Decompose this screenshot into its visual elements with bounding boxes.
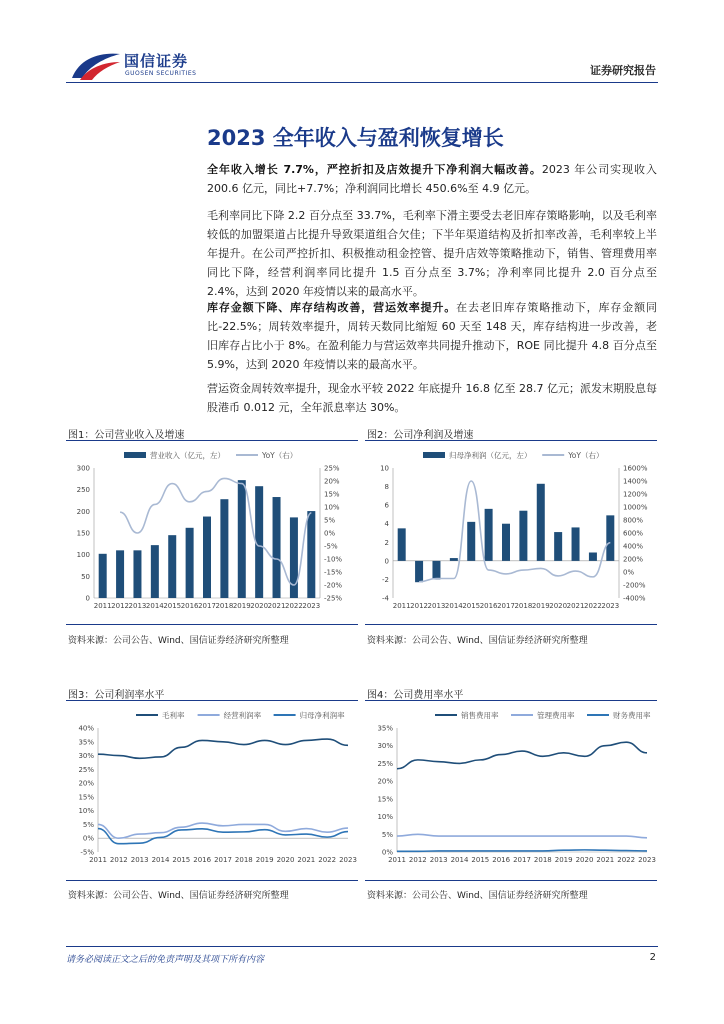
- x-tick-label: 2011: [93, 602, 112, 610]
- x-tick-label: 2023: [638, 856, 656, 864]
- bar: [290, 517, 298, 598]
- y-left-tick-label: 8: [384, 483, 389, 492]
- y-right-tick-label: 400%: [623, 542, 644, 551]
- y-tick-label: 0%: [82, 834, 94, 843]
- figure-1-rule: [66, 440, 358, 441]
- bar: [415, 561, 423, 582]
- series-line-1: [397, 742, 647, 769]
- paragraph-3: [207, 298, 657, 374]
- legend-label: YoY（右）: [568, 451, 604, 460]
- x-tick-label: 2015: [471, 856, 490, 864]
- figure-4-source: 资料来源：公司公告、Wind、国信证券经济研究所整理: [367, 891, 588, 901]
- series-line-1: [98, 739, 348, 758]
- y-right-tick-label: 1200%: [623, 490, 648, 499]
- bar: [307, 511, 315, 598]
- y-right-tick-label: -10%: [324, 555, 343, 564]
- y-tick-label: 35%: [78, 738, 94, 747]
- figure-1-source: 资料来源：公司公告、Wind、国信证券经济研究所整理: [68, 636, 289, 646]
- y-left-tick-label: 6: [384, 501, 389, 510]
- x-tick-label: 2020: [549, 602, 568, 610]
- y-tick-label: 10%: [377, 813, 393, 822]
- y-left-tick-label: 2: [384, 538, 389, 547]
- y-tick-label: 20%: [78, 779, 94, 788]
- bar: [220, 499, 228, 598]
- y-tick-label: -5%: [80, 848, 94, 857]
- y-tick-label: 35%: [377, 724, 393, 733]
- figure-3-bottom-rule: [66, 880, 358, 881]
- y-right-tick-label: 5%: [324, 516, 336, 525]
- y-right-tick-label: 1600%: [623, 464, 648, 473]
- bar: [133, 550, 141, 598]
- figure-4-rule: [365, 700, 657, 701]
- y-right-tick-label: 200%: [623, 555, 644, 564]
- paragraph-body: 毛利率同比下降 2.2 百分点至 33.7%，毛利率下滑主要受去老旧库存策略影响，以及毛利率较低的加盟渠道占比提升导致渠道组合欠佳；下半年渠道结构及折扣率改善，毛利率较上半年提升。在公司严控折扣、积极推动租金控管、提升店效等策略推动下，销售、管理费用率同比下降，经营利润率同比提升 1.5 百分点至 3.7%；净利率同比提升 2.0 百分点至 2.4%，达到 2020 年疫情以来的最高水平。: [207, 209, 657, 298]
- y-right-tick-label: -20%: [324, 581, 343, 590]
- legend-swatch-bar: [124, 452, 146, 458]
- figure-4-chart: [365, 706, 657, 878]
- section-title: 2023 全年收入与盈利恢复增长: [207, 126, 504, 150]
- figure-2-chart: [365, 446, 657, 618]
- footer-disclaimer: 请务必阅读正文之后的免责声明及其项下所有内容: [66, 955, 265, 965]
- bar: [99, 554, 107, 598]
- bar: [186, 528, 194, 598]
- y-tick-label: 30%: [78, 752, 94, 761]
- x-tick-label: 2012: [111, 602, 129, 610]
- x-tick-label: 2019: [232, 602, 251, 610]
- bar: [606, 515, 614, 561]
- bar: [450, 558, 458, 561]
- figure-2-rule: [365, 440, 657, 441]
- legend-label: 财务费用率: [613, 711, 651, 720]
- page-number: 2: [649, 952, 656, 963]
- x-tick-label: 2022: [318, 856, 337, 864]
- x-tick-label: 2012: [109, 856, 128, 864]
- y-left-tick-label: 0: [85, 594, 90, 603]
- legend-label: 归母净利润（亿元，左）: [449, 451, 532, 460]
- y-tick-label: 5%: [82, 820, 94, 829]
- company-logo: [70, 48, 220, 82]
- bar: [398, 528, 406, 561]
- figure-2-title: 图2：公司净利润及增速: [367, 430, 474, 441]
- y-right-tick-label: 15%: [324, 490, 340, 499]
- bar: [537, 484, 545, 561]
- y-left-tick-label: 0: [384, 557, 389, 566]
- bar: [467, 522, 475, 561]
- x-tick-label: 2017: [214, 856, 232, 864]
- x-tick-label: 2015: [163, 602, 182, 610]
- header-divider: [66, 82, 658, 83]
- x-tick-label: 2014: [145, 602, 164, 610]
- figure-1-chart: [66, 446, 358, 618]
- y-right-tick-label: -200%: [623, 581, 646, 590]
- x-tick-label: 2016: [492, 856, 511, 864]
- footer-divider: [66, 946, 658, 947]
- figure-4-bottom-rule: [365, 880, 657, 881]
- x-tick-label: 2022: [617, 856, 636, 864]
- y-tick-label: 10%: [78, 807, 94, 816]
- paragraph-body: 在去老旧库存策略推动下，库存金额同比-22.5%；周转效率提升，周转天数同比缩短 60 天至 148 天，库存结构进一步改善，老旧库存占比小于 8%。在盈利能力与营运效率共同提升推动下，ROE 同比提升 4.8 百分点至 5.9%，达到 2020 年疫情以来的最高水平。: [207, 301, 658, 371]
- y-right-tick-label: -15%: [324, 568, 343, 577]
- legend-label: 销售费用率: [461, 711, 499, 720]
- y-right-tick-label: 0%: [623, 568, 635, 577]
- bar: [116, 550, 124, 598]
- logo-text-cn: 国信证券: [124, 52, 189, 70]
- series-line-3: [397, 850, 647, 851]
- y-tick-label: 5%: [381, 830, 393, 839]
- legend-label: 营业收入（亿元，左）: [150, 451, 225, 460]
- y-left-tick-label: -2: [382, 575, 389, 584]
- x-tick-label: 2011: [392, 602, 411, 610]
- x-tick-label: 2018: [234, 856, 253, 864]
- x-tick-label: 2016: [479, 602, 498, 610]
- bar: [168, 535, 176, 598]
- x-tick-label: 2019: [554, 856, 573, 864]
- x-tick-label: 2014: [444, 602, 463, 610]
- y-tick-label: 0%: [381, 848, 393, 857]
- bar: [238, 480, 246, 598]
- y-left-tick-label: 250: [76, 486, 90, 495]
- figure-3-chart: [66, 706, 358, 878]
- x-tick-label: 2018: [514, 602, 533, 610]
- bar: [572, 527, 580, 560]
- yoy-line: [419, 481, 610, 582]
- x-tick-label: 2015: [462, 602, 481, 610]
- y-right-tick-label: 800%: [623, 516, 644, 525]
- legend-swatch-bar: [423, 452, 445, 458]
- y-tick-label: 25%: [377, 759, 393, 768]
- y-right-tick-label: 1000%: [623, 503, 648, 512]
- x-tick-label: 2021: [297, 856, 316, 864]
- x-tick-label: 2020: [250, 602, 269, 610]
- x-tick-label: 2013: [427, 602, 446, 610]
- paragraph-lead: 库存金额下降、库存结构改善，营运效率提升。: [207, 301, 457, 314]
- y-left-tick-label: -4: [382, 594, 389, 603]
- y-right-tick-label: -5%: [324, 542, 338, 551]
- x-tick-label: 2013: [130, 856, 149, 864]
- x-tick-label: 2019: [255, 856, 274, 864]
- x-tick-label: 2016: [180, 602, 199, 610]
- paragraph-4: [207, 379, 657, 417]
- x-tick-label: 2013: [128, 602, 147, 610]
- series-line-2: [397, 834, 647, 838]
- y-left-tick-label: 200: [76, 507, 90, 516]
- y-left-tick-label: 10: [380, 464, 389, 473]
- y-left-tick-label: 50: [81, 572, 90, 581]
- x-tick-label: 2016: [193, 856, 212, 864]
- x-tick-label: 2012: [410, 602, 428, 610]
- bar: [554, 532, 562, 561]
- legend-label: 管理费用率: [537, 711, 575, 720]
- paragraph-lead: 全年收入增长 7.7%，严控折扣及店效提升下净利润大幅改善。: [207, 163, 542, 176]
- x-tick-label: 2019: [531, 602, 550, 610]
- figure-3-title: 图3：公司利润率水平: [68, 690, 165, 701]
- y-left-tick-label: 300: [76, 464, 90, 473]
- x-tick-label: 2020: [575, 856, 594, 864]
- bar: [502, 524, 510, 561]
- y-tick-label: 20%: [377, 777, 393, 786]
- figure-3-source: 资料来源：公司公告、Wind、国信证券经济研究所整理: [68, 891, 289, 901]
- figure-1-title: 图1：公司营业收入及增速: [68, 430, 185, 441]
- y-tick-label: 15%: [78, 793, 94, 802]
- y-right-tick-label: 0%: [324, 529, 336, 538]
- legend-label: 毛利率: [162, 711, 185, 720]
- x-tick-label: 2017: [497, 602, 515, 610]
- x-tick-label: 2021: [267, 602, 286, 610]
- figure-3-rule: [66, 700, 358, 701]
- figure-2-bottom-rule: [365, 624, 657, 625]
- y-tick-label: 40%: [78, 724, 94, 733]
- paragraph-body: 2023 年公司实现收入 200.6 亿元，同比+7.7%；净利润同比增长 450.6%至 4.9 亿元。: [207, 163, 657, 195]
- y-right-tick-label: 600%: [623, 529, 644, 538]
- y-left-tick-label: 150: [76, 529, 90, 538]
- bar: [519, 511, 527, 561]
- x-tick-label: 2011: [89, 856, 107, 864]
- series-line-3: [98, 829, 348, 844]
- figure-2-source: 资料来源：公司公告、Wind、国信证券经济研究所整理: [367, 636, 588, 646]
- x-tick-label: 2021: [566, 602, 585, 610]
- y-tick-label: 30%: [377, 742, 393, 751]
- y-tick-label: 25%: [78, 765, 94, 774]
- paragraph-1: [207, 160, 657, 198]
- series-line-2: [98, 823, 348, 838]
- bar: [273, 497, 281, 598]
- bar: [203, 517, 211, 598]
- y-tick-label: 15%: [377, 795, 393, 804]
- logo-text-en: GUOSEN SECURITIES: [125, 70, 197, 77]
- x-tick-label: 2020: [276, 856, 295, 864]
- x-tick-label: 2023: [601, 602, 620, 610]
- x-tick-label: 2013: [429, 856, 448, 864]
- x-tick-label: 2011: [388, 856, 406, 864]
- paragraph-body: 营运资金周转效率提升，现金水平较 2022 年底提升 16.8 亿至 28.7 亿元；派发末期股息每股港币 0.012 元，全年派息率达 30%。: [207, 382, 657, 414]
- y-right-tick-label: 25%: [324, 464, 340, 473]
- x-tick-label: 2015: [172, 856, 191, 864]
- y-right-tick-label: -400%: [623, 594, 646, 603]
- y-right-tick-label: 20%: [324, 477, 340, 486]
- legend-label: YoY（右）: [262, 451, 298, 460]
- y-right-tick-label: -25%: [324, 594, 343, 603]
- y-right-tick-label: 1400%: [623, 477, 648, 486]
- y-left-tick-label: 100: [76, 551, 90, 560]
- x-tick-label: 2022: [584, 602, 602, 610]
- legend-label: 归母净利润率: [299, 711, 345, 720]
- y-right-tick-label: 10%: [324, 503, 340, 512]
- x-tick-label: 2017: [513, 856, 531, 864]
- figure-4-title: 图4：公司费用率水平: [367, 690, 464, 701]
- x-tick-label: 2023: [339, 856, 357, 864]
- paragraph-2: [207, 206, 657, 301]
- x-tick-label: 2012: [408, 856, 427, 864]
- x-tick-label: 2014: [450, 856, 469, 864]
- yoy-line: [120, 478, 311, 585]
- x-tick-label: 2018: [215, 602, 234, 610]
- x-tick-label: 2023: [302, 602, 321, 610]
- report-type: 证券研究报告: [590, 64, 656, 77]
- logo-mark-icon: [70, 48, 122, 82]
- figure-1-bottom-rule: [66, 624, 358, 625]
- x-tick-label: 2018: [533, 856, 552, 864]
- x-tick-label: 2022: [285, 602, 303, 610]
- x-tick-label: 2014: [151, 856, 170, 864]
- bar: [151, 545, 159, 598]
- bar: [589, 553, 597, 561]
- bar: [432, 561, 440, 580]
- x-tick-label: 2017: [198, 602, 216, 610]
- y-left-tick-label: 4: [384, 520, 389, 529]
- x-tick-label: 2021: [596, 856, 615, 864]
- legend-label: 经营利润率: [223, 711, 262, 720]
- bar: [485, 509, 493, 561]
